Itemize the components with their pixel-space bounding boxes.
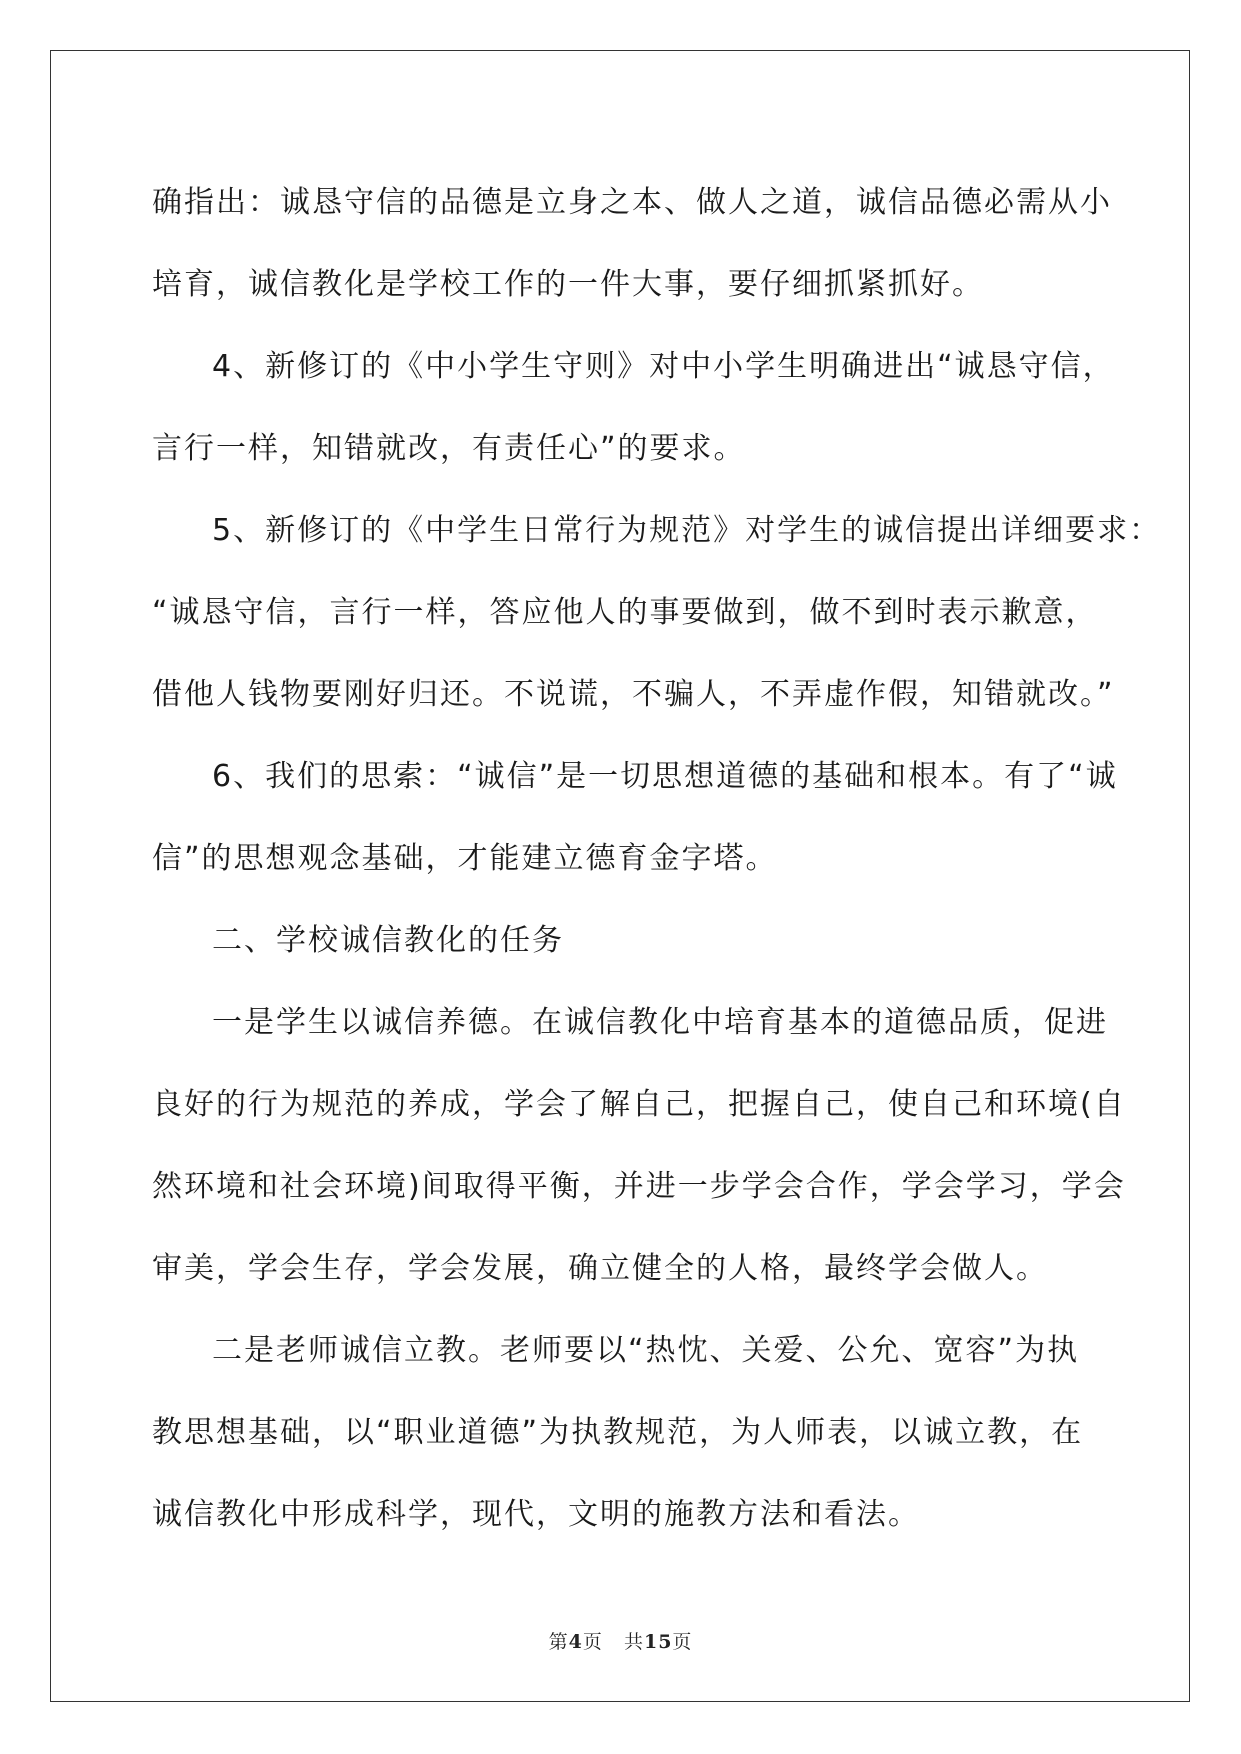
text-line: 诚信教化中形成科学，现代，文明的施教方法和看法。 bbox=[152, 1497, 920, 1532]
page-number: 4 bbox=[568, 1631, 583, 1653]
text-line: 5、新修订的《中学生日常行为规范》对学生的诚信提出详细要求： bbox=[212, 513, 1162, 548]
text-line: 然环境和社会环境)间取得平衡，并进一步学会合作，学会学习，学会 bbox=[152, 1169, 1126, 1204]
page-suffix: 页 bbox=[582, 1631, 603, 1653]
total-suffix: 页 bbox=[672, 1631, 693, 1653]
text-line: 6、我们的思索：“诚信”是一切思想道德的基础和根本。有了“诚 bbox=[212, 759, 1118, 794]
text-line: 4、新修订的《中小学生守则》对中小学生明确进出“诚恳守信， bbox=[212, 349, 1115, 384]
text-line: 教思想基础，以“职业道德”为执教规范，为人师表，以诚立教，在 bbox=[152, 1415, 1084, 1450]
text-line: 良好的行为规范的养成，学会了解自己，把握自己，使自己和环境(自 bbox=[152, 1087, 1126, 1122]
text-line: 借他人钱物要刚好归还。不说谎，不骗人，不弄虚作假，知错就改。” bbox=[152, 677, 1115, 712]
section-heading: 二、学校诚信教化的任务 bbox=[212, 923, 564, 958]
text-line: 信”的思想观念基础，才能建立德育金字塔。 bbox=[152, 841, 778, 876]
text-line: 一是学生以诚信养德。在诚信教化中培育基本的道德品质，促进 bbox=[212, 1005, 1108, 1040]
text-line: 培育，诚信教化是学校工作的一件大事，要仔细抓紧抓好。 bbox=[152, 267, 984, 302]
page-prefix: 第 bbox=[548, 1631, 569, 1653]
text-line: 二是老师诚信立教。老师要以“热忱、关爱、公允、宽容”为执 bbox=[212, 1333, 1080, 1368]
total-prefix: 共 bbox=[623, 1631, 644, 1653]
text-line: “诚恳守信，言行一样，答应他人的事要做到，做不到时表示歉意， bbox=[152, 595, 1098, 630]
total-pages: 15 bbox=[643, 1631, 673, 1653]
document-body bbox=[152, 162, 1162, 1556]
text-line: 确指出：诚恳守信的品德是立身之本、做人之道，诚信品德必需从小 bbox=[152, 185, 1112, 220]
text-line: 言行一样，知错就改，有责任心”的要求。 bbox=[152, 431, 746, 466]
page-footer bbox=[0, 1627, 1241, 1654]
text-line: 审美，学会生存，学会发展，确立健全的人格，最终学会做人。 bbox=[152, 1251, 1048, 1286]
